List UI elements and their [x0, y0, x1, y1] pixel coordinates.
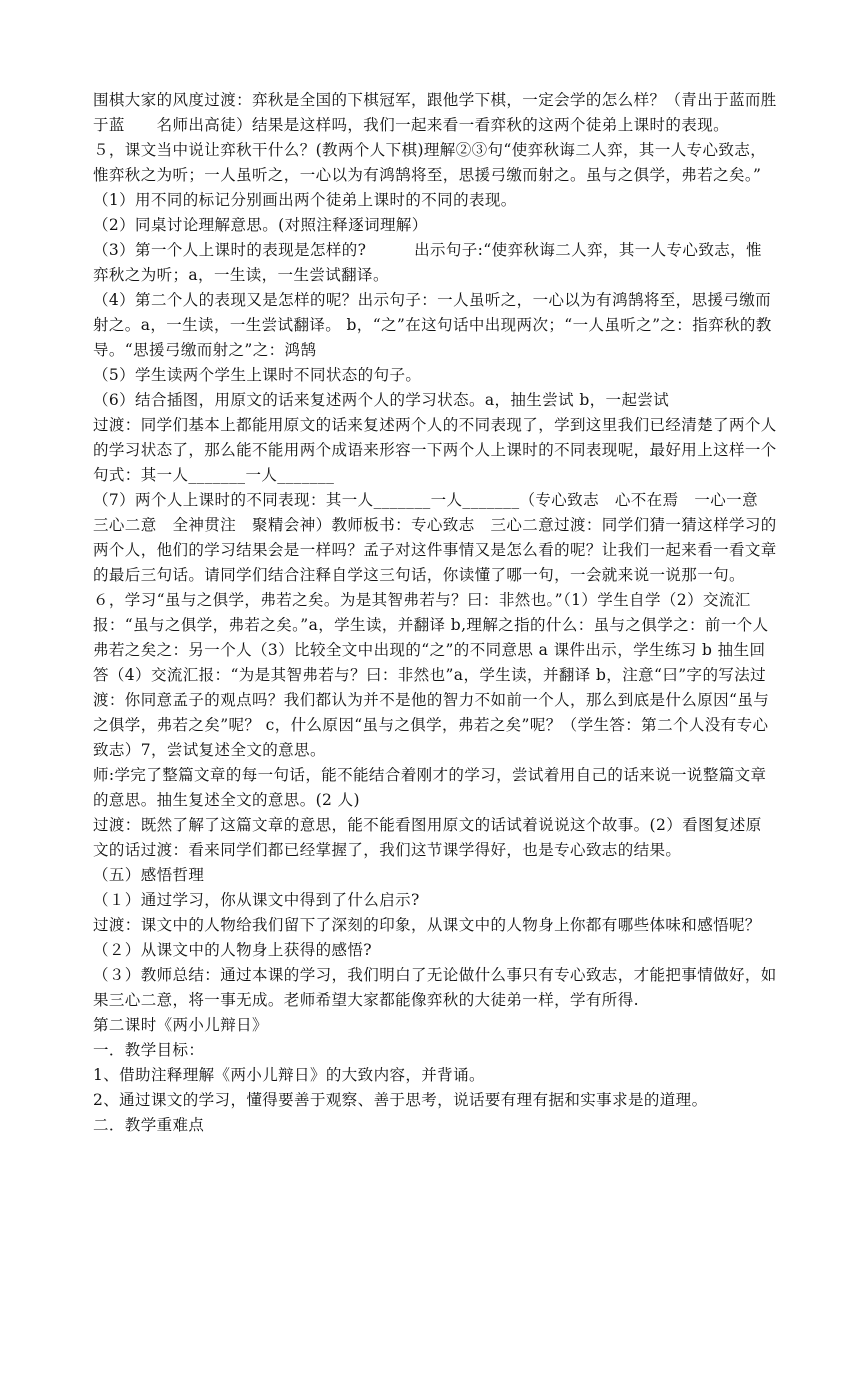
paragraph-insight-3: （３）教师总结：通过本课的学习，我们明白了无论做什么事只有专心致志，才能把事情做好，如果三心二意，将一事无成。老师希望大家都能像弈秋的大徒弟一样，学有所得. — [93, 966, 777, 1009]
lesson-title-second: 第二课时《两小儿辩日》 — [93, 1016, 268, 1034]
objective-item-2: 2、通过课文的学习，懂得要善于观察、善于思考，说话要有理有据和实事求是的道理。 — [93, 1091, 708, 1109]
paragraph-insight-2: （２）从课文中的人物身上获得的感悟? — [93, 941, 373, 959]
paragraph-step-5-5: （5）学生读两个学生上课时不同状态的句子。 — [93, 366, 422, 384]
paragraph-insight-transition: 过渡：课文中的人物给我们留下了深刻的印象，从课文中的人物身上你都有哪些体味和感悟呢？ — [93, 916, 761, 934]
paragraph-step-5-2: （2）同桌讨论理解意思。(对照注释逐词理解） — [93, 216, 428, 234]
section-heading-objectives: 一．教学目标： — [93, 1041, 205, 1059]
paragraph-intro-transition: 围棋大家的风度过渡：弈秋是全国的下棋冠军，跟他学下棋，一定会学的怎么样？（青出于蓝而胜于蓝 名师出高徒）结果是这样吗，我们一起来看一看弈秋的这两个徒弟上课时的表现。 — [93, 91, 777, 134]
paragraph-step-6: ６，学习“虽与之俱学，弗若之矣。为是其智弗若与？曰：非然也。”（1）学生自学（2）交流汇报：“虽与之俱学，弗若之矣。”a，学生读，并翻译 b,理解之指的什么：虽与之俱学之：前一个人 弗若之矣之：另一个人（3）比较全文中出现的“之”的不同意思 a 课件出示，学生练习 b 抽生回答（4）交流汇报：“为是其智弗若与？曰：非然也”a，学生读，并翻译 b，注意“曰”字的写法过渡：你同意孟子的观点吗？我们都认为并不是他的智力不如前一个人，那么到底是什么原因“虽与之俱学，弗若之矣”呢？ c，什么原因“虽与之俱学，弗若之矣”呢？（学生答：第二个人没有专心致志）7，尝试复述全文的意思。 — [93, 591, 801, 759]
paragraph-step-5-3: （3）第一个人上课时的表现是怎样的? 出示句子:“使弈秋诲二人弈，其一人专心致志，惟弈秋之为听；a，一生读，一生尝试翻译。 — [93, 241, 762, 284]
paragraph-step-5-7: （7）两个人上课时的不同表现：其一人_______一人_______（专心致志 心不在焉 一心一意 三心二意 全神贯注 聚精会神）教师板书：专心致志 三心二意过渡：同学们猜一猜这样学习的两个人，他们的学习结果会是一样吗？孟子对这件事情又是怎么看的呢？让我们一起来看一看文章的最后三句话。请同学们结合注释自学这三句话，你读懂了哪一句，一会就来说一说那一句。 — [93, 491, 777, 584]
paragraph-step-5-6: （6）结合插图，用原文的话来复述两个人的学习状态。a，抽生尝试 b，一起尝试 — [93, 391, 670, 409]
paragraph-step-5-4: （4）第二个人的表现又是怎样的呢？出示句子：一人虽听之，一心以为有鸿鹄将至，思援弓缴而射之。a，一生读，一生尝试翻译。 b，“之”在这句话中出现两次；“一人虽听之”之：指弈秋的教导。“思援弓缴而射之”之：鸿鹄 — [93, 291, 772, 359]
paragraph-step-5-1: （1）用不同的标记分别画出两个徒弟上课时的不同的表现。 — [93, 191, 517, 209]
paragraph-teacher-retell: 师:学完了整篇文章的每一句话，能不能结合着刚才的学习，尝试着用自己的话来说一说整篇文章的意思。抽生复述全文的意思。(2 人) — [93, 766, 767, 809]
paragraph-step-5: ５，课文当中说让弈秋干什么？(教两个人下棋)理解②③句“使弈秋诲二人弈，其一人专心致志，惟弈秋之为听；一人虽听之，一心以为有鸿鹄将至，思援弓缴而射之。虽与之俱学，弗若之矣。” — [93, 141, 767, 184]
objective-item-1: 1、借助注释理解《两小儿辩日》的大致内容，并背诵。 — [93, 1066, 485, 1084]
document-body — [93, 88, 801, 1138]
paragraph-transition-picture: 过渡：既然了解了这篇文章的意思，能不能看图用原文的话试着说说这个故事。(2）看图复述原文的话过渡：看来同学们都已经掌握了，我们这节课学得好，也是专心致志的结果。 — [93, 816, 762, 859]
paragraph-transition-idioms: 过渡：同学们基本上都能用原文的话来复述两个人的不同表现了，学到这里我们已经清楚了两个人的学习状态了，那么能不能用两个成语来形容一下两个人上课时的不同表现呢，最好用上这样一个句式：其一人_______一人_______ — [93, 416, 777, 484]
section-heading-key-points: 二．教学重难点 — [93, 1116, 205, 1134]
section-heading-insight: （五）感悟哲理 — [93, 866, 205, 884]
paragraph-insight-1: （１）通过学习，你从课文中得到了什么启示? — [93, 891, 420, 909]
